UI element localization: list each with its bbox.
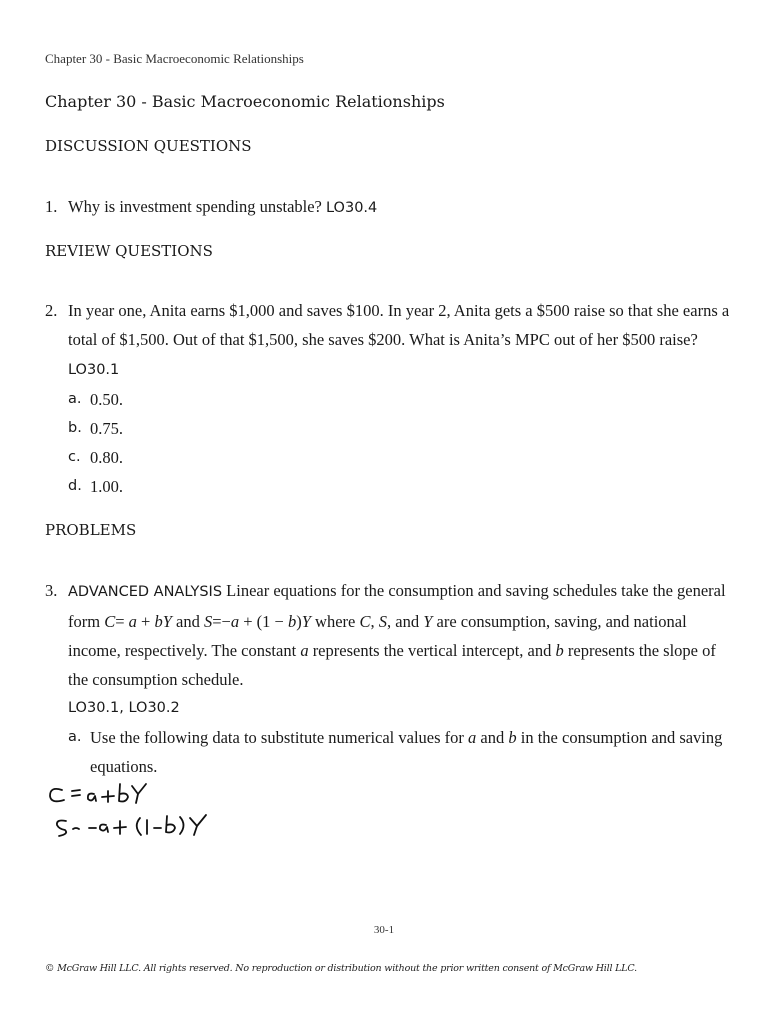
text-segment: where [310,612,360,631]
math-variable: b [287,612,297,631]
math-variable: C [104,612,116,631]
text-segment: in the consumption and saving equations. [90,728,723,776]
handwritten-notes [40,772,300,852]
math-variable: b [555,641,564,660]
text-segment: ) [296,612,302,631]
section-heading-problems: PROBLEMS [45,521,137,539]
math-variable: Y [301,612,311,631]
choice-text: 0.80. [90,448,123,467]
text-segment: represents the slope of the consumption schedule. [68,641,716,689]
text-segment: + ( [239,612,263,631]
math-variable: a [128,612,137,631]
choice-text: 1.00. [90,477,123,496]
question-number: 3. [45,581,58,600]
math-variable: a [468,728,477,747]
choice-letter: a. [68,391,82,407]
section-heading-review: REVIEW QUESTIONS [45,242,213,260]
text-segment: Use the following data to substitute numerical values for [90,728,469,747]
learning-objective-tag: LO30.1, LO30.2 [68,700,180,716]
question-2 [45,296,735,501]
choice-letter: d. [68,478,82,494]
question-text: Why is investment spending unstable? [68,197,326,216]
copyright-footer: © McGraw Hill LLC. All rights reserved. No reproduction or distribution without the prior written consent of McGraw Hill LLC. [45,963,637,974]
choice-text: 0.50. [90,390,123,409]
choice-letter: a. [68,729,82,745]
text-segment: are consumption, saving, and national income, respectively. The constant [68,612,687,660]
question-number: 2. [45,301,58,320]
math-variable: a [230,612,240,631]
question-text: In year one, Anita earns $1,000 and saves $100. In year 2, Anita gets a $500 raise so that she earns a total of $1,500. Out of that $1,500, she saves $200. What is Anita’s MPC out of her $500 raise? [68,301,730,349]
text-segment: =− [212,612,231,631]
section-heading-discussion: DISCUSSION QUESTIONS [45,137,252,155]
math-variable: a [300,641,309,660]
math-variable: b [508,728,517,747]
learning-objective-tag: LO30.1 [68,362,120,378]
text-segment: and [476,728,509,747]
math-variable: S [203,612,213,631]
answer-choices [68,385,735,501]
math-variable: C [359,612,371,631]
question-1 [45,192,735,223]
question-3 [45,576,735,781]
text-segment: , and [387,612,424,631]
answer-choice-c [68,443,735,472]
choice-letter: b. [68,420,82,436]
question-body [68,296,735,385]
text-segment: , [370,612,379,631]
advanced-analysis-label: ADVANCED ANALYSIS [68,584,223,600]
choice-text: 0.75. [90,419,123,438]
text-segment: = [115,612,129,631]
answer-choice-b [68,414,735,443]
question-number: 1. [45,197,58,216]
question-body [68,576,735,694]
math-variable: S [378,612,387,631]
running-header: Chapter 30 - Basic Macroeconomic Relationships [45,51,304,66]
answer-choice-a [68,385,735,414]
math-variable: bY [154,612,172,631]
sub-question-text [90,728,722,776]
math-variable: Y [423,612,433,631]
text-segment: represents the vertical intercept, and [308,641,556,660]
text-segment: and [171,612,204,631]
page-number: 30-1 [373,924,395,936]
choice-letter: c. [68,449,81,465]
text-segment: Linear equations for the consumption and saving schedules take the general form [68,581,726,631]
learning-objective-tag: LO30.4 [326,200,378,216]
answer-choice-d [68,472,735,501]
text-segment: + [136,612,155,631]
text-segment: 1 − [262,612,288,631]
question-body [68,192,735,223]
page-title: Chapter 30 - Basic Macroeconomic Relationships [45,92,445,111]
